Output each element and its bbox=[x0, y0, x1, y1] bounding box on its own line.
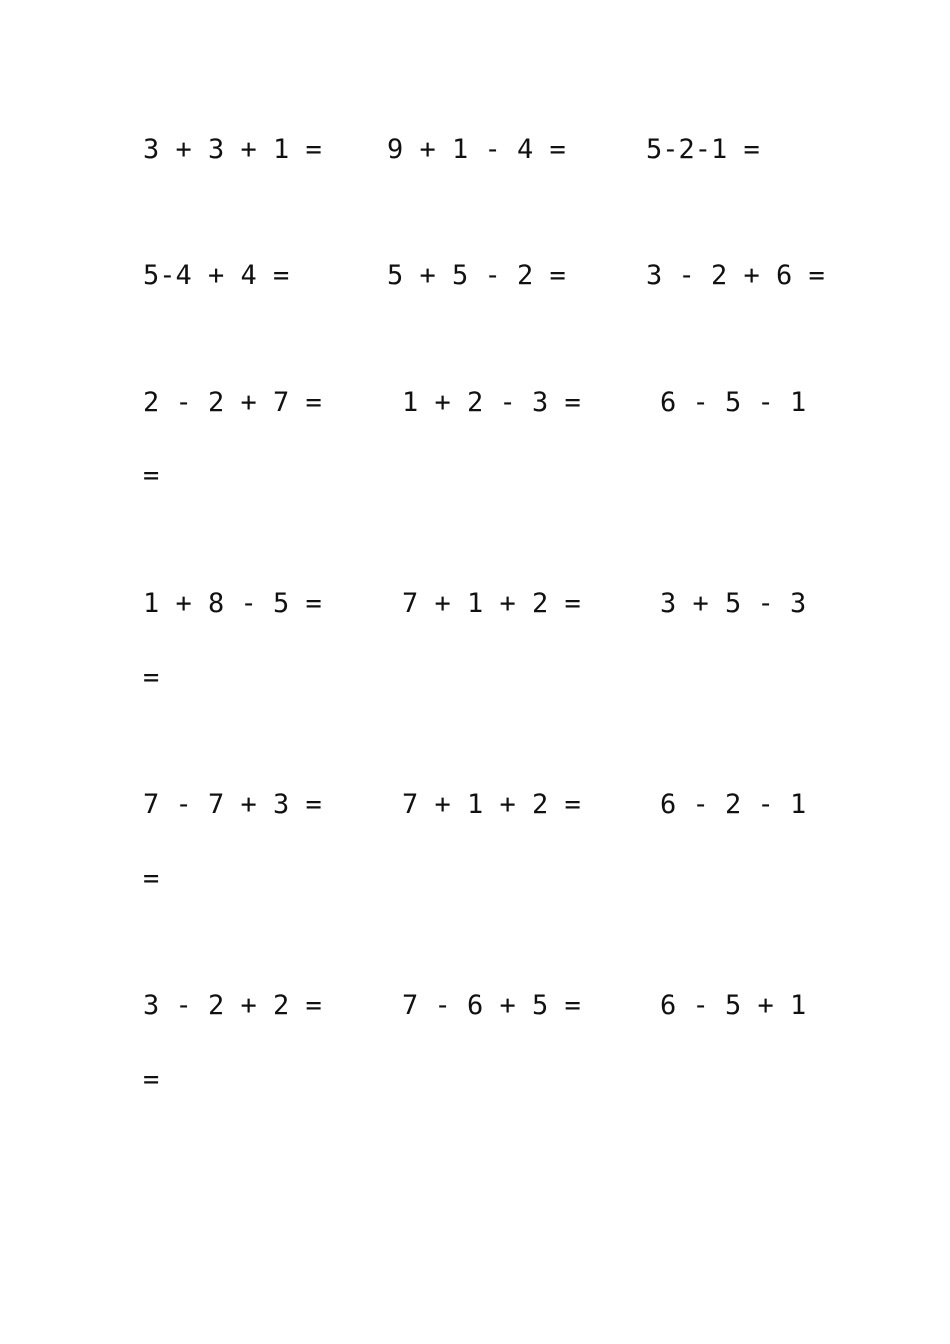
problem-r3-c2: 1 + 2 - 3 = bbox=[402, 387, 581, 418]
problem-r3-c1: 2 - 2 + 7 = bbox=[143, 387, 322, 418]
problem-r1-c2: 9 + 1 - 4 = bbox=[387, 134, 566, 165]
problem-r5-c3: 6 - 2 - 1 bbox=[660, 789, 807, 820]
problem-r6-c2: 7 - 6 + 5 = bbox=[402, 990, 581, 1021]
wrapped-equals-r5: = bbox=[143, 863, 160, 894]
problem-r1-c3: 5-2-1 = bbox=[646, 134, 760, 165]
problem-r3-c3: 6 - 5 - 1 bbox=[660, 387, 807, 418]
problem-r2-c1: 5-4 + 4 = bbox=[143, 260, 290, 291]
problem-r6-c3: 6 - 5 + 1 bbox=[660, 990, 807, 1021]
problem-r5-c2: 7 + 1 + 2 = bbox=[402, 789, 581, 820]
wrapped-equals-r6: = bbox=[143, 1064, 160, 1095]
problem-r4-c3: 3 + 5 - 3 bbox=[660, 588, 807, 619]
wrapped-equals-r4: = bbox=[143, 662, 160, 693]
wrapped-equals-r3: = bbox=[143, 460, 160, 491]
problem-r2-c3: 3 - 2 + 6 = bbox=[646, 260, 825, 291]
problem-r6-c1: 3 - 2 + 2 = bbox=[143, 990, 322, 1021]
problem-r4-c1: 1 + 8 - 5 = bbox=[143, 588, 322, 619]
problem-r1-c1: 3 + 3 + 1 = bbox=[143, 134, 322, 165]
problem-r5-c1: 7 - 7 + 3 = bbox=[143, 789, 322, 820]
problem-r4-c2: 7 + 1 + 2 = bbox=[402, 588, 581, 619]
problem-r2-c2: 5 + 5 - 2 = bbox=[387, 260, 566, 291]
